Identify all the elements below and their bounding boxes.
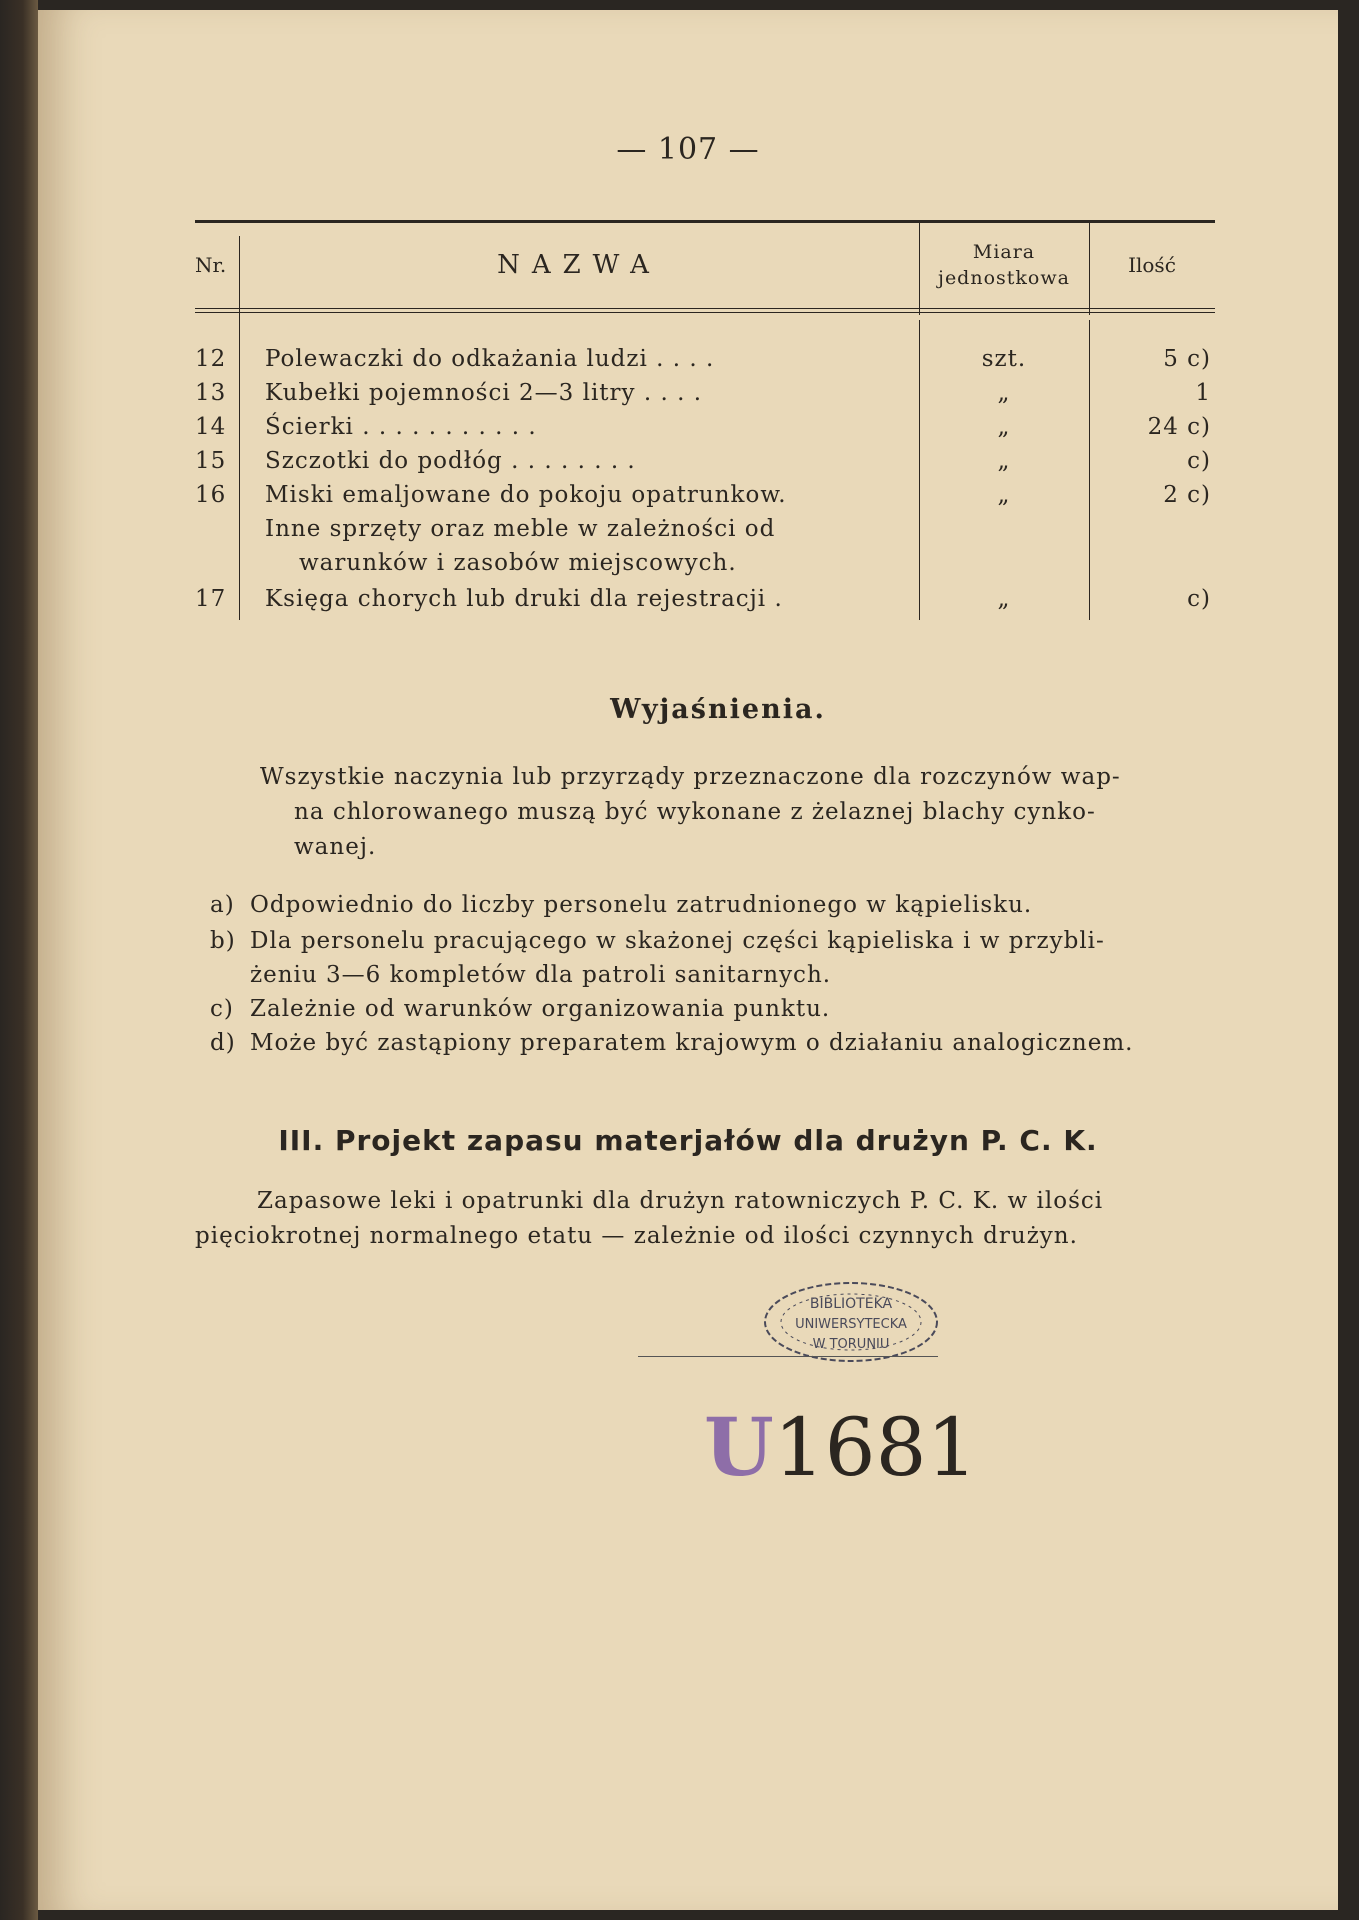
table-header-rule	[195, 308, 1215, 313]
column-divider	[239, 520, 240, 620]
header-nazwa: NAZWA	[497, 250, 661, 280]
column-divider	[239, 236, 240, 526]
header-ilosc: Ilość	[1128, 253, 1176, 277]
page-number: — 107 —	[616, 132, 760, 167]
explanation-note-d: d) Może być zastąpiony preparatem krajowym o działaniu analogicznem.	[210, 1030, 1134, 1056]
section-heading: III. Projekt zapasu materjałów dla drużyn P. C. K.	[278, 1124, 1098, 1157]
explanations-intro: Wszystkie naczynia lub przyrządy przeznaczone dla rozczynów wap- na chlorowanego muszą być wykonane z żelaznej blachy cynko- wanej.	[260, 764, 1121, 860]
book-binding	[0, 0, 38, 1920]
explanation-note-b: b) Dla personelu pracującego w skażonej części kąpieliska i w przybli- żeniu 3—6 kompletów dla patroli sanitarnych.	[210, 928, 1105, 988]
book-page: — 107 — Nr. NAZWA Miara jednostkowa Ilość 12 Polewaczki do odkażania ludzi . . . . szt. 5 c) 13 Kubełki pojemności 2—3 litry . . . . „ 1 14 Ścierki . . . . . . . . . . . „ 24 c) 15 Szczotki do podłóg . . . . . . . . „ c) 16 Miski emaljowane do pokoju opatrunkow. „ 2 c) Inne sprzęty oraz meble w zależności od warunków i zasobów miejscowych. 17 Księga chorych lub druki dla rejestracji . „ c) Wyjaśnienia. Wszystkie naczynia lub przyrządy przeznaczone dla rozczynów wap- na chlorowanego muszą być wykonane z żelaznej blachy cynko- wanej. a) Odpowiednio do liczby personelu zatrudnionego w kąpielisku. b) Dla personelu pracującego w skażonej części kąpieliska i w przybli- żeniu 3—6 kompletów dla patroli sanitarnych. c) Zależnie od warunków organizowania punktu. d) Może być zastąpiony preparatem krajowym o działaniu analogicznem. III. Projekt zapasu materjałów dla drużyn P. C. K. Zapasowe leki i opatrunki dla drużyn ratowniczych P. C. K. w ilości pięciokrotnej normalnego etatu — zależnie od ilości czynnych drużyn. BIBLIOTEKA UNIWERSYTECKA W TORUNIU U1681	[38, 10, 1338, 1910]
library-stamp	[760, 1278, 942, 1366]
explanation-note-c: c) Zależnie od warunków organizowania punktu.	[210, 996, 831, 1022]
stamp-line-3: W TORUNIU	[812, 1337, 890, 1352]
column-divider	[919, 520, 920, 620]
explanations-heading: Wyjaśnienia.	[610, 694, 826, 725]
stamp-underline	[638, 1356, 938, 1357]
header-miara	[919, 222, 1089, 308]
section-paragraph: Zapasowe leki i opatrunki dla drużyn ratowniczych P. C. K. w ilości pięciokrotnej normalnego etatu — zależnie od ilości czynnych drużyn.	[195, 1188, 1104, 1249]
stamp-line-1: BIBLIOTEKA	[809, 1296, 893, 1312]
column-divider	[1089, 520, 1090, 620]
header-miara-line1: Miara	[972, 241, 1036, 263]
explanation-note-a: a) Odpowiednio do liczby personelu zatrudnionego w kąpielisku.	[210, 892, 1033, 918]
call-number: U1681	[704, 1400, 978, 1494]
column-divider	[1089, 220, 1090, 315]
header-nr: Nr.	[195, 253, 227, 277]
stamp-line-2: UNIWERSYTECKA	[795, 1317, 907, 1332]
column-divider	[919, 220, 920, 315]
header-miara-line2: jednostkowa	[938, 267, 1070, 289]
